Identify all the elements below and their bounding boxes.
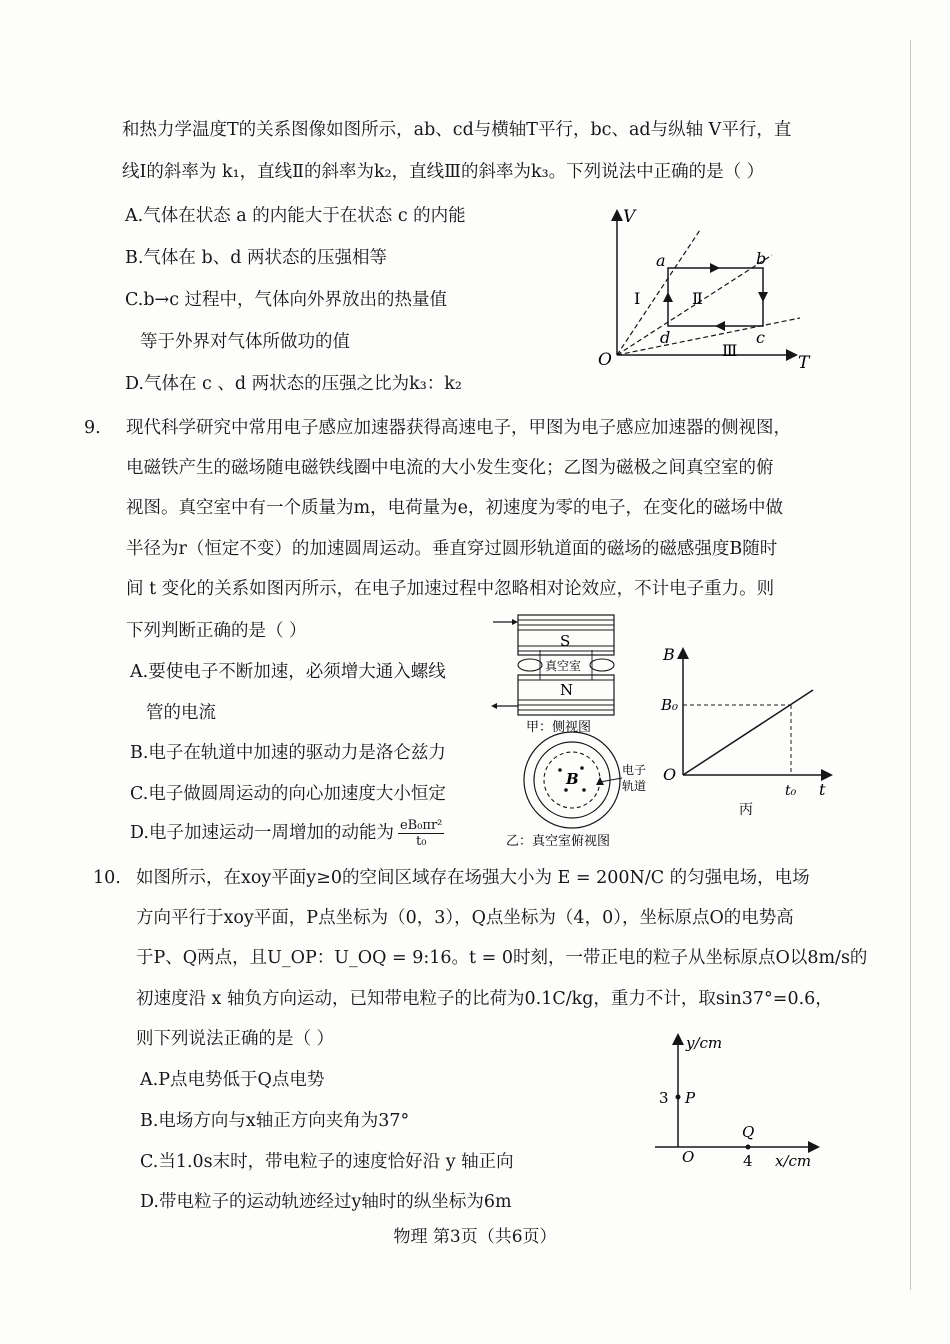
- q9-stem-line4: 半径为r（恒定不变）的加速圆周运动。垂直穿过圆形轨道面的磁场的磁感强度B随时: [126, 539, 778, 559]
- label-electron: 电子: [622, 763, 647, 777]
- q8-option-b: B.气体在 b、d 两状态的压强相等: [125, 248, 387, 268]
- q10-stem-line1: 如图所示，在xoy平面y≥0的空间区域存在场强大小为 E = 200N/C 的匀强电场，电场: [136, 868, 810, 888]
- fig-bing-bt-graph: [655, 640, 840, 820]
- q9-option-b: B.电子在轨道中加速的驱动力是洛仑兹力: [130, 743, 446, 763]
- q9-stem-line3: 视图。真空室中有一个质量为m，电荷量为e，初速度为零的电子，在变化的磁场中做: [126, 498, 783, 518]
- label-vacuum-chamber: 真空室: [545, 659, 582, 673]
- label-line-iii: Ⅲ: [722, 341, 738, 360]
- q8-option-c: C.b→c 过程中，气体向外界放出的热量值: [125, 290, 448, 310]
- q9-option-d: [130, 818, 444, 849]
- label-x-axis: x/cm: [775, 1152, 812, 1170]
- label-d: d: [660, 328, 671, 347]
- q9-option-d-fraction: [398, 818, 444, 849]
- label-q: Q: [742, 1123, 755, 1141]
- caption-yi: 乙：真空室俯视图: [506, 834, 611, 849]
- q8-stem-line1: 和热力学温度T的关系图像如图所示，ab、cd与横轴T平行，bc、ad与纵轴 V平行，直: [122, 120, 792, 140]
- label-b0: B₀: [661, 696, 679, 714]
- label-t0: t₀: [785, 783, 797, 799]
- fig-jia-side-view: [488, 610, 648, 735]
- q10-option-c: C.当1.0s末时，带电粒子的速度恰好沿 y 轴正向: [140, 1152, 514, 1172]
- label-n-pole: N: [560, 681, 574, 699]
- page-edge-line: [910, 40, 911, 1290]
- q9-number: 9.: [84, 418, 101, 438]
- q8-option-c-cont: 等于外界对气体所做功的值: [140, 332, 350, 352]
- q10-option-a: A.P点电势低于Q点电势: [140, 1070, 325, 1090]
- q8-option-a: A.气体在状态 a 的内能大于在状态 c 的内能: [125, 206, 466, 226]
- q10-xy-graph: [645, 1030, 825, 1180]
- label-o-xy: O: [682, 1148, 695, 1166]
- label-c: c: [756, 328, 765, 347]
- line-i: [617, 230, 700, 355]
- label-y-axis: y/cm: [686, 1034, 723, 1052]
- fig-yi-top-view: [500, 730, 670, 855]
- q10-number: 10.: [93, 868, 121, 888]
- label-a: a: [656, 251, 666, 270]
- point-p: [676, 1095, 681, 1100]
- caption-bing: 丙: [739, 802, 753, 818]
- point-q: [746, 1145, 751, 1150]
- label-v: V: [623, 207, 636, 227]
- label-o-bing: O: [663, 765, 677, 784]
- label-p: P: [685, 1089, 696, 1107]
- label-track: 轨道: [622, 779, 647, 793]
- q9-option-d-denominator: t₀: [415, 834, 427, 849]
- q10-stem-line3: 于P、Q两点，且U_OP：U_OQ = 9:16。t = 0时刻，一带正电的粒子从坐标原点O以8m/s的: [136, 948, 868, 968]
- label-t: T: [798, 353, 810, 373]
- q8-vt-graph: [590, 200, 820, 380]
- q8-option-d: D.气体在 c 、d 两状态的压强之比为k₃：k₂: [125, 374, 462, 394]
- q10-stem-line2: 方向平行于xoy平面，P点坐标为（0，3），Q点坐标为（4，0），坐标原点O的电势高: [136, 908, 794, 928]
- page-footer: 物理 第3页（共6页）: [393, 1227, 557, 1247]
- label-line-i: Ⅰ: [634, 289, 641, 308]
- b-line: [683, 690, 813, 775]
- caption-jia: 甲：侧视图: [526, 720, 592, 735]
- label-b: b: [756, 249, 767, 268]
- q9-option-a: A.要使电子不断加速，必须增大通入螺线: [130, 662, 446, 682]
- label-o: O: [598, 350, 612, 370]
- q9-option-d-numerator: eB₀πr²: [399, 818, 443, 833]
- q10-stem-line5: 则下列说法正确的是（ ）: [136, 1029, 335, 1049]
- q10-option-d: D.带电粒子的运动轨迹经过y轴时的纵坐标为6m: [140, 1192, 512, 1212]
- q9-stem-line5: 间 t 变化的关系如图丙所示，在电子加速过程中忽略相对论效应，不计电子重力。则: [126, 579, 775, 599]
- q8-stem-line2: 线Ⅰ的斜率为 k₁，直线Ⅱ的斜率为k₂，直线Ⅲ的斜率为k₃。下列说法中正确的是（ ）: [122, 162, 765, 182]
- label-t-axis: t: [819, 780, 826, 799]
- label-b-axis: B: [663, 645, 675, 664]
- cycle-rect: [668, 268, 763, 326]
- q10-option-b: B.电场方向与x轴正方向夹角为37°: [140, 1111, 410, 1131]
- line-iii: [617, 318, 800, 355]
- q9-option-d-text: D.电子加速运动一周增加的动能为: [130, 823, 394, 843]
- label-b-field: B: [566, 770, 579, 788]
- q10-stem-line4: 初速度沿 x 轴负方向运动，已知带电粒子的比荷为0.1C/kg，重力不计，取sin37°=0.6，: [136, 989, 833, 1009]
- q9-option-c: C.电子做圆周运动的向心加速度大小恒定: [130, 784, 446, 804]
- label-s-pole: S: [560, 632, 571, 650]
- label-q-tick: 4: [743, 1152, 753, 1170]
- q9-stem-line6: 下列判断正确的是（ ）: [126, 621, 307, 641]
- q9-stem-line1: 现代科学研究中常用电子感应加速器获得高速电子，甲图为电子感应加速器的侧视图，: [126, 418, 791, 438]
- label-p-tick: 3: [659, 1089, 669, 1107]
- q9-option-a-cont: 管的电流: [146, 703, 216, 723]
- label-line-ii: Ⅱ: [692, 289, 703, 308]
- q9-stem-line2: 电磁铁产生的磁场随电磁铁线圈中电流的大小发生变化；乙图为磁极之间真空室的俯: [126, 458, 774, 478]
